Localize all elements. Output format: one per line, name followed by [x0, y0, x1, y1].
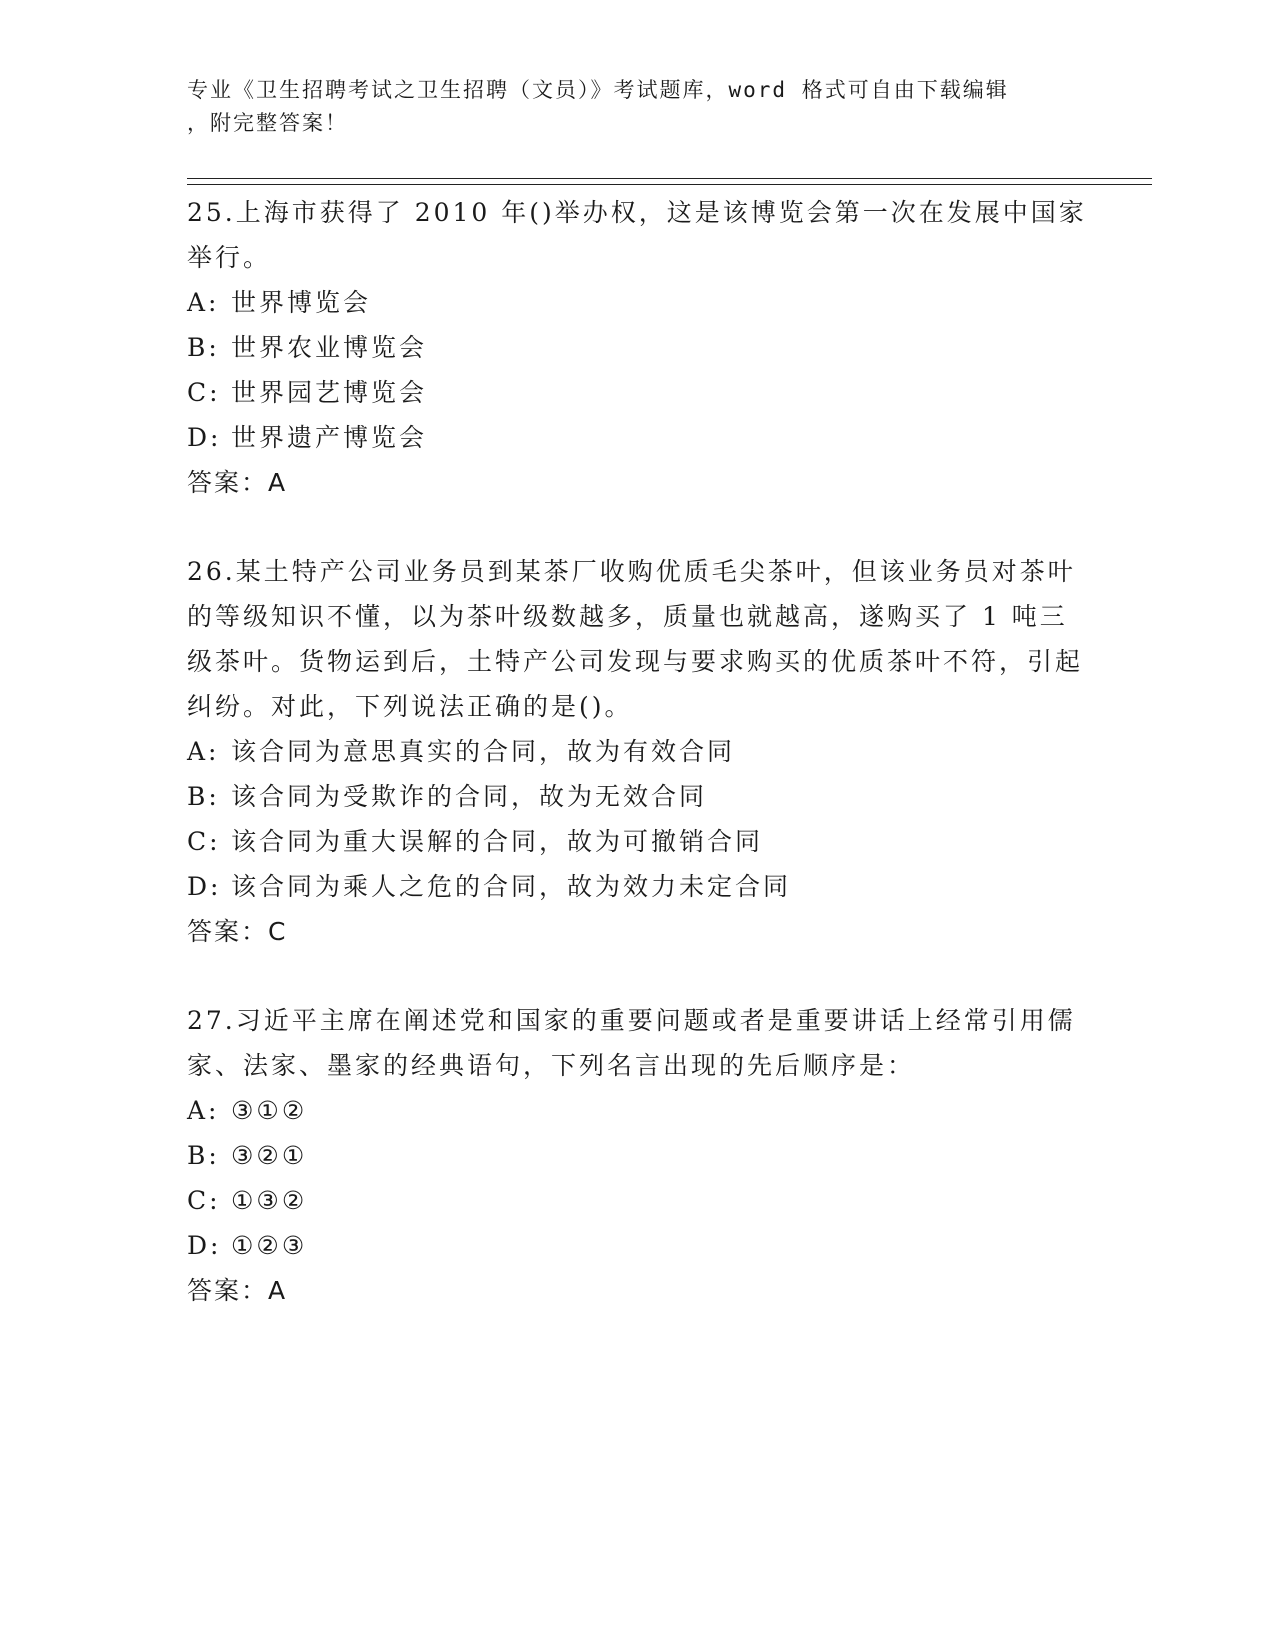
question-25 [187, 190, 1087, 505]
header-note [187, 74, 1067, 140]
option-label: A: [187, 1096, 220, 1125]
option-c [187, 1178, 1087, 1223]
option-text: ①③② [231, 1186, 308, 1215]
option-c [187, 370, 1087, 415]
option-text: 该合同为乘人之危的合同，故为效力未定合同 [231, 872, 792, 901]
option-label: D: [187, 1231, 222, 1260]
option-text: 世界遗产博览会 [231, 423, 428, 452]
answer: 答案：A [187, 1276, 288, 1305]
question-stem: 26.某土特产公司业务员到某茶厂收购优质毛尖茶叶，但该业务员对茶叶的等级知识不懂，以为茶叶级数越多，质量也就越高，遂购买了 1 吨三级茶叶。货物运到后，土特产公司发现与要求购买的优质茶叶不符，引起纠纷。对此，下列说法正确的是()。 [187, 557, 1084, 721]
header-divider-bottom [187, 184, 1152, 185]
option-b [187, 325, 1087, 370]
answer: 答案：C [187, 917, 288, 946]
option-label: A: [187, 737, 220, 766]
option-d [187, 415, 1087, 460]
option-text: ①②③ [231, 1231, 308, 1260]
option-c [187, 819, 1087, 864]
question-26 [187, 549, 1087, 954]
option-text: 世界农业博览会 [231, 333, 428, 362]
option-label: D: [187, 872, 222, 901]
option-text: ③②① [231, 1141, 308, 1170]
option-a [187, 280, 1087, 325]
option-text: 世界园艺博览会 [231, 378, 428, 407]
header-line-2: ，附完整答案！ [187, 111, 348, 135]
question-27 [187, 998, 1087, 1313]
option-label: B: [187, 333, 220, 362]
option-label: B: [187, 782, 220, 811]
option-text: ③①② [231, 1096, 308, 1125]
option-text: 该合同为受欺诈的合同，故为无效合同 [231, 782, 708, 811]
option-label: A: [187, 288, 220, 317]
option-b [187, 1133, 1087, 1178]
question-list [187, 190, 1087, 1357]
option-label: D: [187, 423, 222, 452]
option-text: 该合同为意思真实的合同，故为有效合同 [231, 737, 736, 766]
option-d [187, 864, 1087, 909]
option-a [187, 729, 1087, 774]
option-d [187, 1223, 1087, 1268]
header-line-1: 专业《卫生招聘考试之卫生招聘（文员）》考试题库，word 格式可自由下载编辑 [187, 78, 1009, 102]
option-label: B: [187, 1141, 220, 1170]
option-label: C: [187, 378, 221, 407]
option-a [187, 1088, 1087, 1133]
option-label: C: [187, 827, 221, 856]
question-stem: 27.习近平主席在阐述党和国家的重要问题或者是重要讲话上经常引用儒家、法家、墨家的经典语句，下列名言出现的先后顺序是： [187, 1006, 1076, 1080]
option-b [187, 774, 1087, 819]
answer: 答案：A [187, 468, 288, 497]
option-label: C: [187, 1186, 221, 1215]
option-text: 该合同为重大误解的合同，故为可撤销合同 [231, 827, 764, 856]
question-stem: 25.上海市获得了 2010 年()举办权，这是该博览会第一次在发展中国家举行。 [187, 198, 1087, 272]
header-divider-top [187, 178, 1152, 179]
option-text: 世界博览会 [231, 288, 372, 317]
